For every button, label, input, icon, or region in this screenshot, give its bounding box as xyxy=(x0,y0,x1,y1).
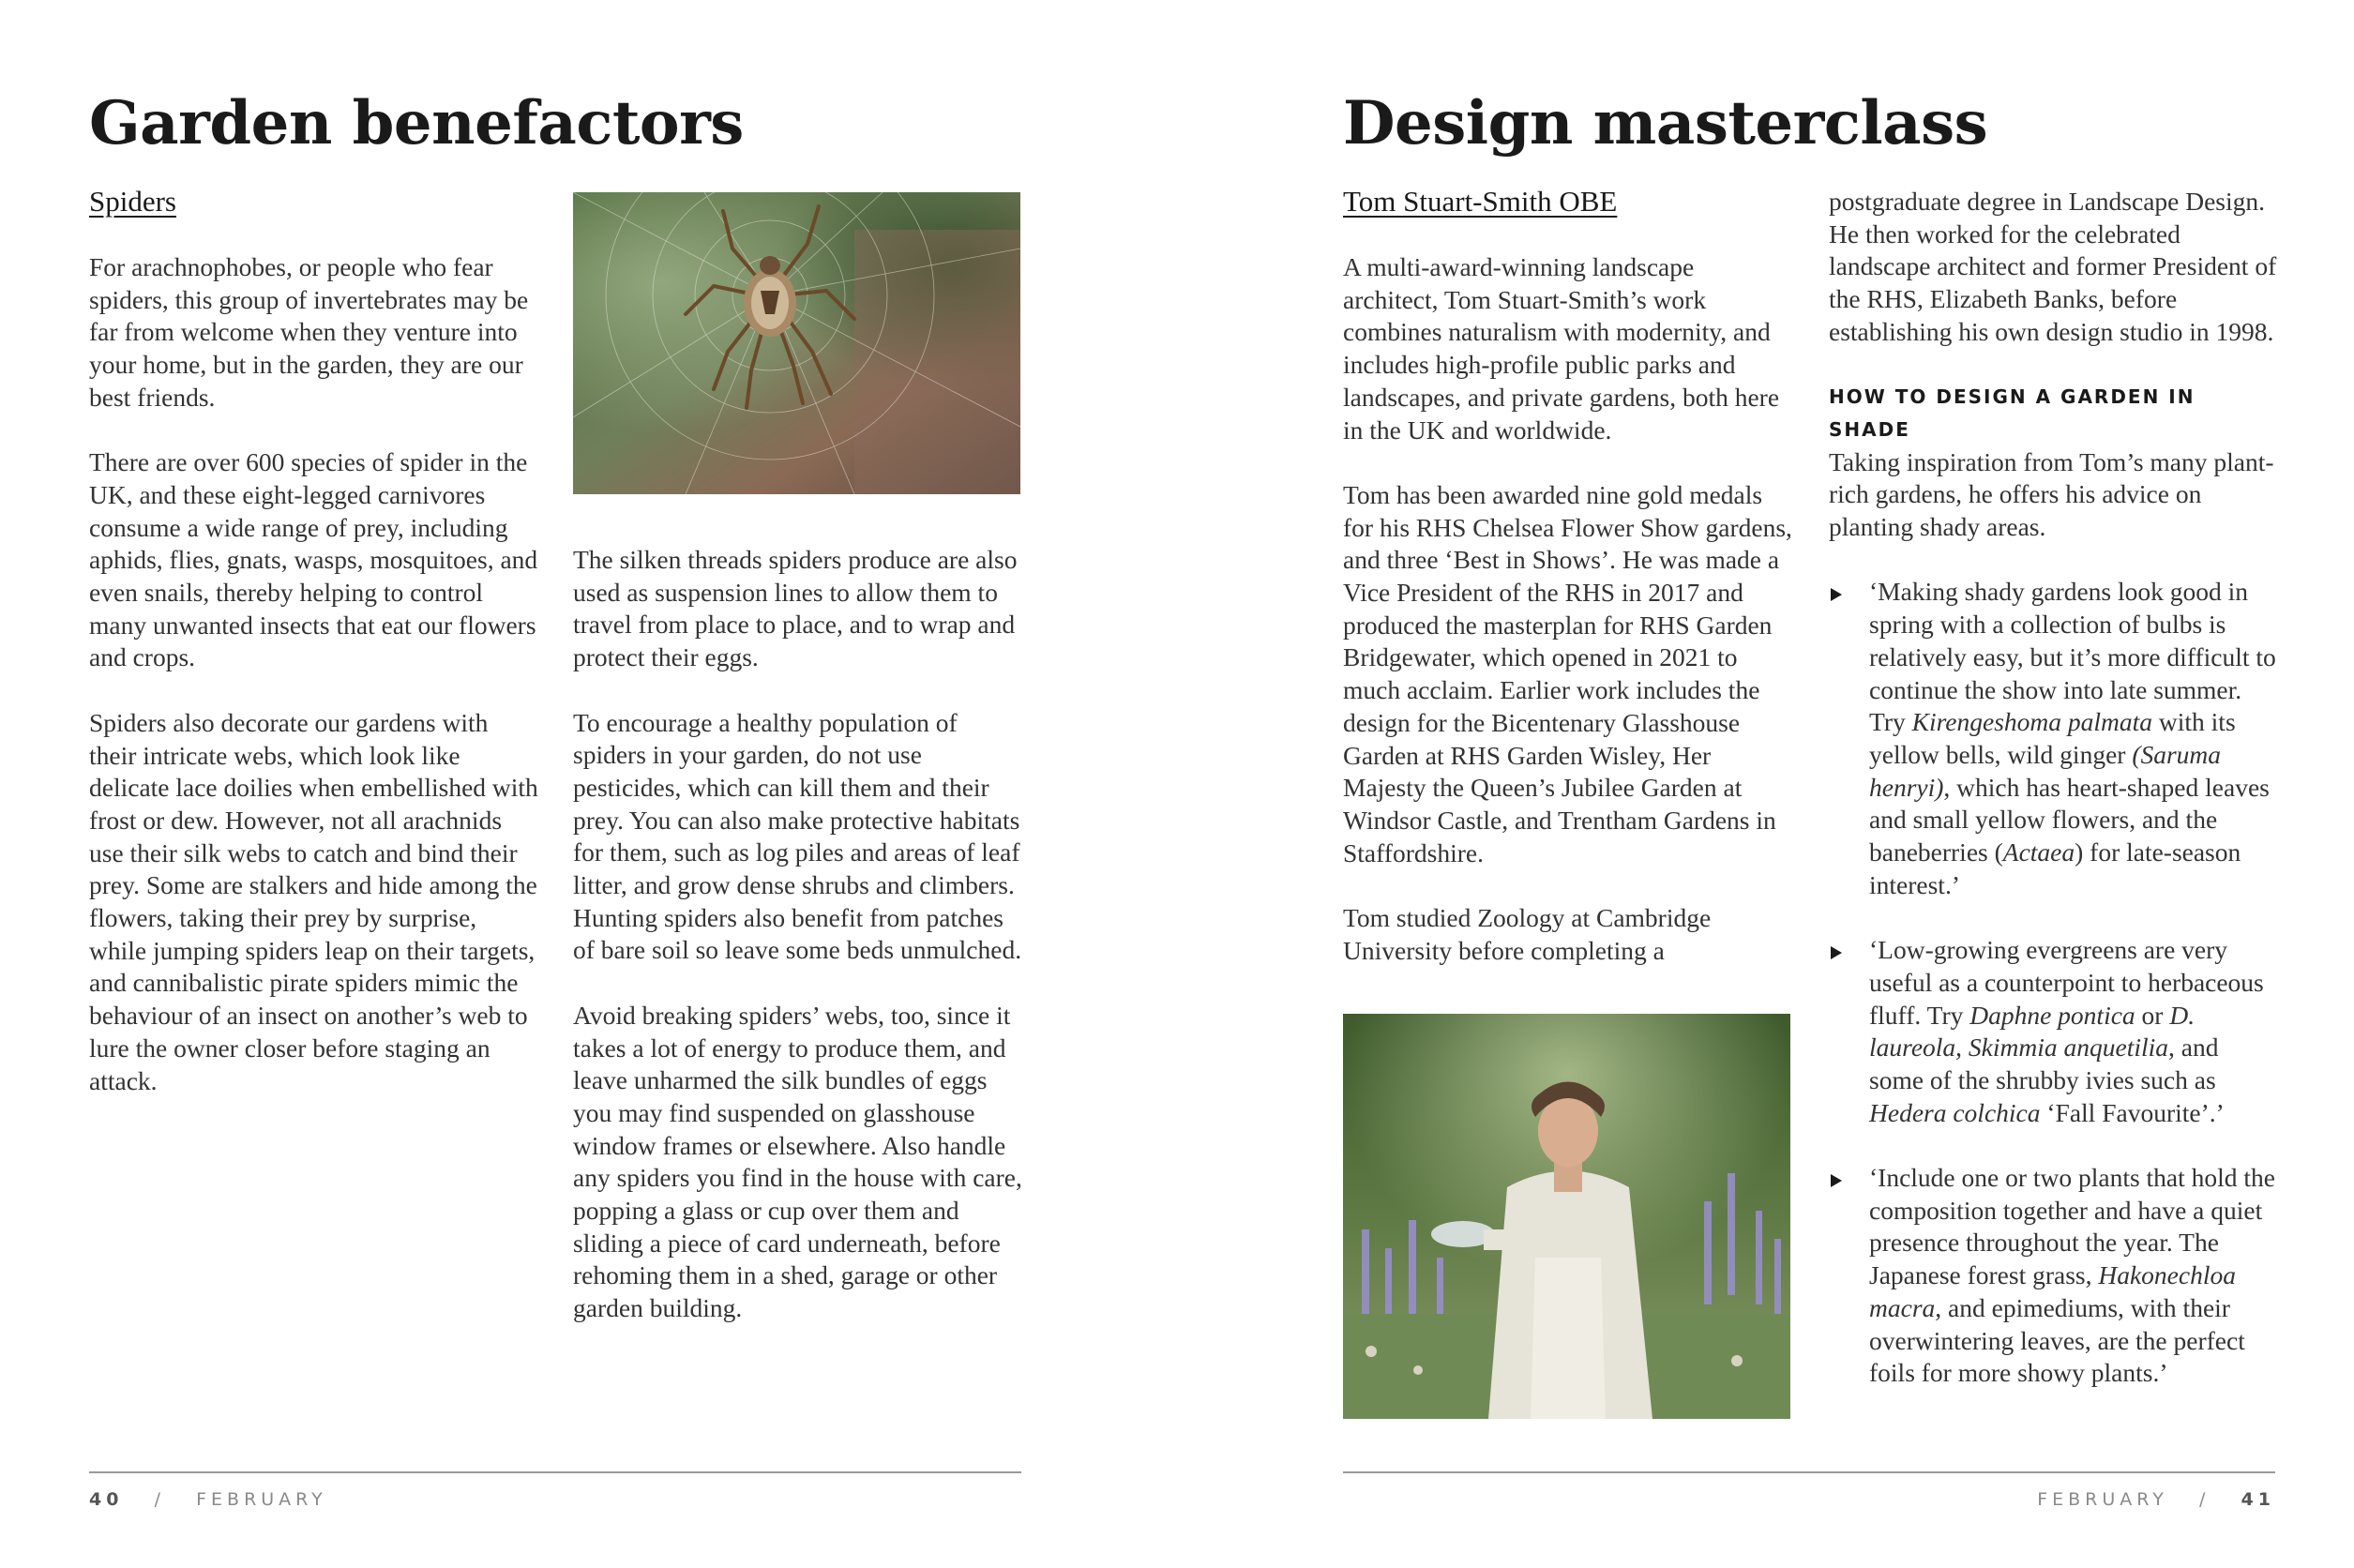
spiders-column-1 xyxy=(89,251,539,1097)
paragraph: Spiders also decorate our gardens with their intricate webs, which look like delicate lace doilies when embellished with frost or dew. However, not all arachnids use their silk webs to catch and bind their prey. Some are stalkers and hide among the flowers, taking their prey by surprise, while jumping spiders leap on their targets, and cannibalistic pirate spiders mimic the behaviour of an insect on another’s web to lure the owner closer before staging an attack. xyxy=(89,707,538,1095)
plant-name: (Saruma henryi) xyxy=(1869,739,2222,802)
bullet-text: , which has heart-shaped leaves and small yellow flowers, and the baneberries ( xyxy=(1869,772,2270,867)
paragraph: A multi-award-winning landscape architect, Tom Stuart-Smith’s work combines naturalism with modernity, and includes high-profile public parks and landscapes, and private gardens, both here in the UK and worldwide. xyxy=(1343,252,1780,445)
spiders-column-2 xyxy=(573,544,1023,1325)
triangle-bullet-icon xyxy=(1831,1174,1842,1187)
bullet-text: or xyxy=(2135,1000,2170,1030)
folio-separator: / xyxy=(154,1489,165,1510)
triangle-bullet-icon xyxy=(1831,588,1842,601)
paragraph: Tom has been awarded nine gold medals for his RHS Chelsea Flower Show gardens, and three ‘Best in Shows’. He was made a Vice President of the RHS in 2017 and produced the masterplan for RHS Garden Bridgewater, which opened in 2021 to much acclaim. Earlier work includes the design for the Bicentenary Glasshouse Garden at RHS Garden Wisley, Her Majesty the Queen’s Jubilee Garden at Windsor Castle, and Trentham Gardens in Staffordshire. xyxy=(1343,479,1792,867)
bullet-text: , and some of the shrubby ivies such as xyxy=(1869,1033,2219,1094)
paragraph: postgraduate degree in Landscape Design. He then worked for the celebrated landscape architect and former President of the RHS, Elizabeth Banks, before establishing his own design studio in 1998. xyxy=(1829,187,2277,346)
plant-name: Hakonechloa macra xyxy=(1869,1260,2236,1322)
section-intro: Taking inspiration from Tom’s many plant-rich gardens, he offers his advice on planting shady areas. xyxy=(1829,446,2274,542)
folio-month: FEBRUARY xyxy=(2037,1489,2168,1510)
bullet-text: , and epimediums, with their overwintering leaves, are the perfect foils for more showy plants.’ xyxy=(1869,1292,2245,1388)
paragraph: For arachnophobes, or people who fear spiders, this group of invertebrates may be far from welcome when they venture into your home, but in the garden, they are our best friends. xyxy=(89,252,529,412)
triangle-bullet-icon xyxy=(1831,946,1842,959)
bullet-text: ‘Include one or two plants that hold the composition together and have a quiet presence throughout the year. The Japanese forest grass, xyxy=(1869,1163,2276,1290)
page-title-design-masterclass: Design masterclass xyxy=(1343,88,1988,158)
bullet-text: ) for late-season interest.’ xyxy=(1869,837,2241,899)
advice-bullet xyxy=(1829,1162,2279,1390)
bullet-text: , xyxy=(1955,1033,1969,1063)
folio-right xyxy=(2037,1487,2275,1512)
subhead-spiders: Spiders xyxy=(89,185,176,218)
plant-name: Kirengeshoma palmata xyxy=(1911,707,2153,737)
subhead-tom-stuart-smith: Tom Stuart-Smith OBE xyxy=(1343,185,1618,218)
bullet-text: ‘Making shady gardens look good in spring with a collection of bulbs is relatively easy, but it’s more difficult to continue the show into late summer. Try xyxy=(1869,577,2276,737)
paragraph: Tom studied Zoology at Cambridge University before completing a xyxy=(1343,903,1712,965)
folio-month: FEBRUARY xyxy=(196,1489,327,1510)
footer-rule-right xyxy=(1343,1471,2275,1473)
masterclass-column-1 xyxy=(1343,251,1793,967)
page-number: 40 xyxy=(89,1489,124,1510)
plant-name: Daphne pontica xyxy=(1969,1000,2135,1030)
bullet-text: ‘Fall Favourite’.’ xyxy=(2040,1097,2225,1127)
plant-name: Hedera colchica xyxy=(1869,1097,2041,1127)
plant-name: Skimmia anquetilia xyxy=(1968,1033,2169,1063)
plant-name: D. laureola xyxy=(1869,1000,2196,1063)
bullet-text: ‘Low-growing evergreens are very useful as a counterpoint to herbaceous fluff. Try xyxy=(1869,935,2264,1030)
paragraph: To encourage a healthy population of spiders in your garden, do not use pesticides, which can kill them and their prey. You can also make protective habitats for them, such as log piles and areas of leaf litter, and grow dense shrubs and climbers. Hunting spiders also benefit from patches of bare soil so leave some beds unmulched. xyxy=(573,707,1022,965)
spider-photo xyxy=(573,192,1020,494)
paragraph: There are over 600 species of spider in the UK, and these eight-legged carnivores consume a wide range of prey, including aphids, flies, gnats, wasps, mosquitoes, and even snails, thereby helping to control many unwanted insects that eat our flowers and crops. xyxy=(89,447,538,672)
page-title-garden-benefactors: Garden benefactors xyxy=(89,88,744,158)
bullet-text: with its yellow bells, wild ginger xyxy=(1869,707,2236,769)
advice-bullet xyxy=(1829,934,2279,1129)
folio-separator: / xyxy=(2199,1489,2211,1510)
page-number: 41 xyxy=(2241,1489,2275,1510)
folio-left xyxy=(89,1487,327,1512)
advice-bullet xyxy=(1829,576,2279,901)
tom-stuart-smith-photo xyxy=(1343,1014,1790,1419)
masterclass-column-2 xyxy=(1829,186,2279,1390)
paragraph: The silken threads spiders produce are also used as suspension lines to allow them to travel from place to place, and to wrap and protect their eggs. xyxy=(573,545,1018,672)
section-heading-shade: HOW TO DESIGN A GARDEN IN SHADE xyxy=(1829,385,2196,441)
advice-list xyxy=(1829,576,2279,1390)
plant-name: Actaea xyxy=(2002,837,2075,867)
footer-rule-left xyxy=(89,1471,1021,1473)
paragraph: Avoid breaking spiders’ webs, too, since it takes a lot of energy to produce them, and leave unharmed the silk bundles of eggs you may find suspended on glasshouse window frames or elsewhere. Also handle any spiders you find in the house with care, popping a glass or cup over them and sliding a piece of card underneath, before rehoming them in a shed, garage or other garden building. xyxy=(573,1000,1022,1323)
